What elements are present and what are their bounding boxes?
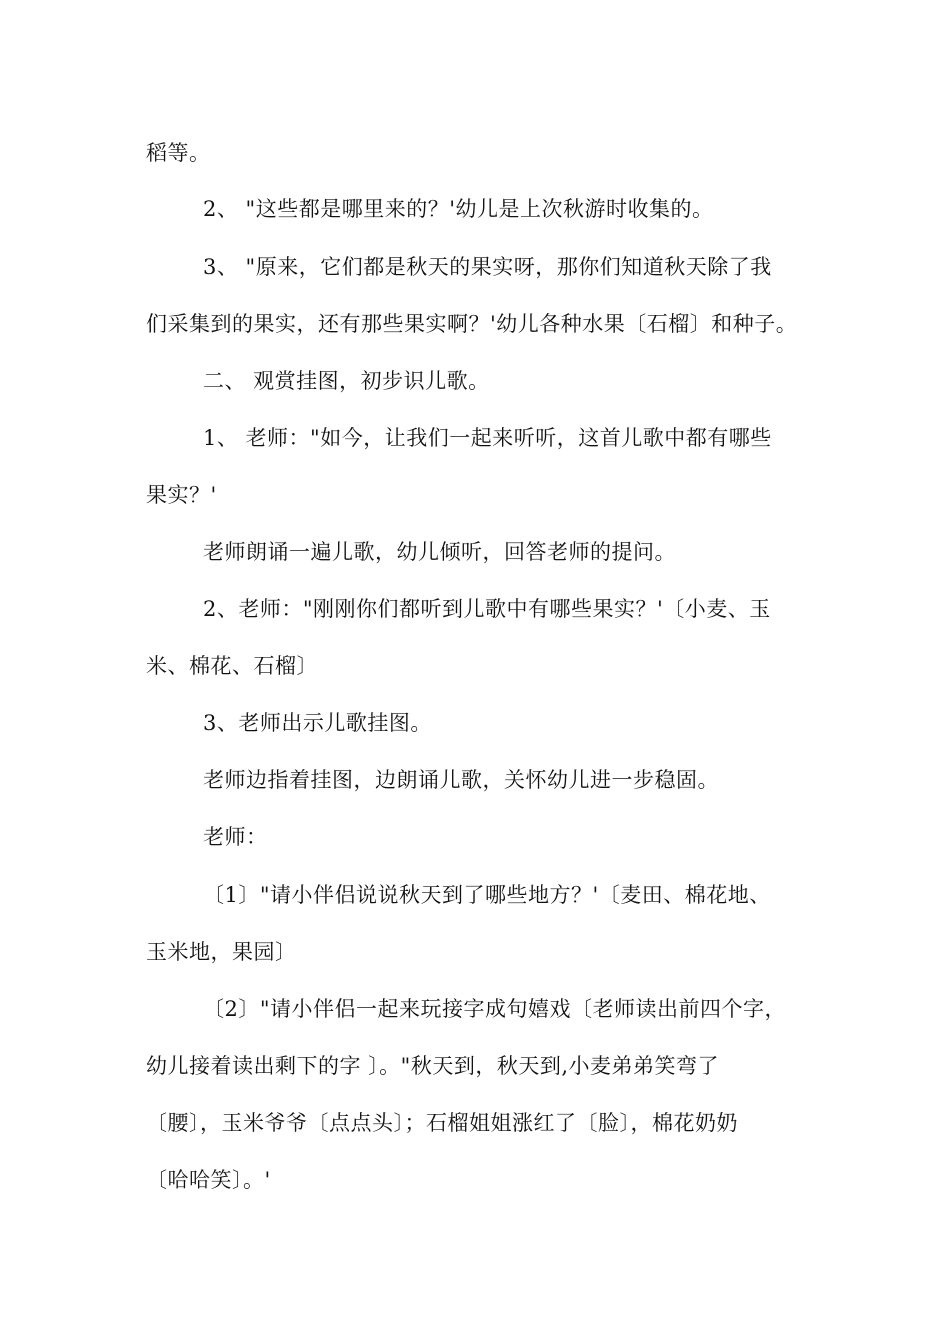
- text-line: 〔2〕"请小伴侣一起来玩接字成句嬉戏〔老师读出前四个字，: [203, 997, 787, 1021]
- text-line: 老师：: [203, 825, 268, 849]
- text-line: 幼儿接着读出剩下的字 〕。"秋天到，秋天到,小麦弟弟笑弯了: [146, 1054, 720, 1078]
- text-line: 稻等。: [146, 141, 211, 165]
- text-line: 玉米地，果园〕: [146, 940, 297, 964]
- text-line: 2、老师："刚刚你们都听到儿歌中有哪些果实？'〔小麦、玉: [203, 597, 771, 621]
- text-line: 老师朗诵一遍儿歌，幼儿倾听，回答老师的提问。: [203, 540, 676, 564]
- text-line: 3、老师出示儿歌挂图。: [203, 711, 432, 735]
- text-line: 果实？': [146, 483, 217, 507]
- text-line: 老师边指着挂图，边朗诵儿歌，关怀幼儿进一步稳固。: [203, 768, 719, 792]
- text-line: 米、棉花、石榴〕: [146, 654, 318, 678]
- text-line: 1、 老师："如今，让我们一起来听听，这首儿歌中都有哪些: [203, 426, 772, 450]
- text-line: 〔哈哈笑〕。': [146, 1168, 271, 1192]
- text-line: 2、 "这些都是哪里来的？'幼儿是上次秋游时收集的。: [203, 197, 714, 221]
- text-line: 们采集到的果实，还有那些果实啊？'幼儿各种水果〔石榴〕和种子。: [146, 312, 798, 336]
- text-line: 3、 "原来，它们都是秋天的果实呀，那你们知道秋天除了我: [203, 255, 772, 279]
- section-heading: 二、 观赏挂图，初步识儿歌。: [203, 369, 490, 393]
- text-line: 〔腰〕，玉米爷爷〔点点头〕；石榴姐姐涨红了〔脸〕，棉花奶奶: [146, 1111, 738, 1135]
- text-line: 〔1〕"请小伴侣说说秋天到了哪些地方？'〔麦田、棉花地、: [203, 883, 771, 907]
